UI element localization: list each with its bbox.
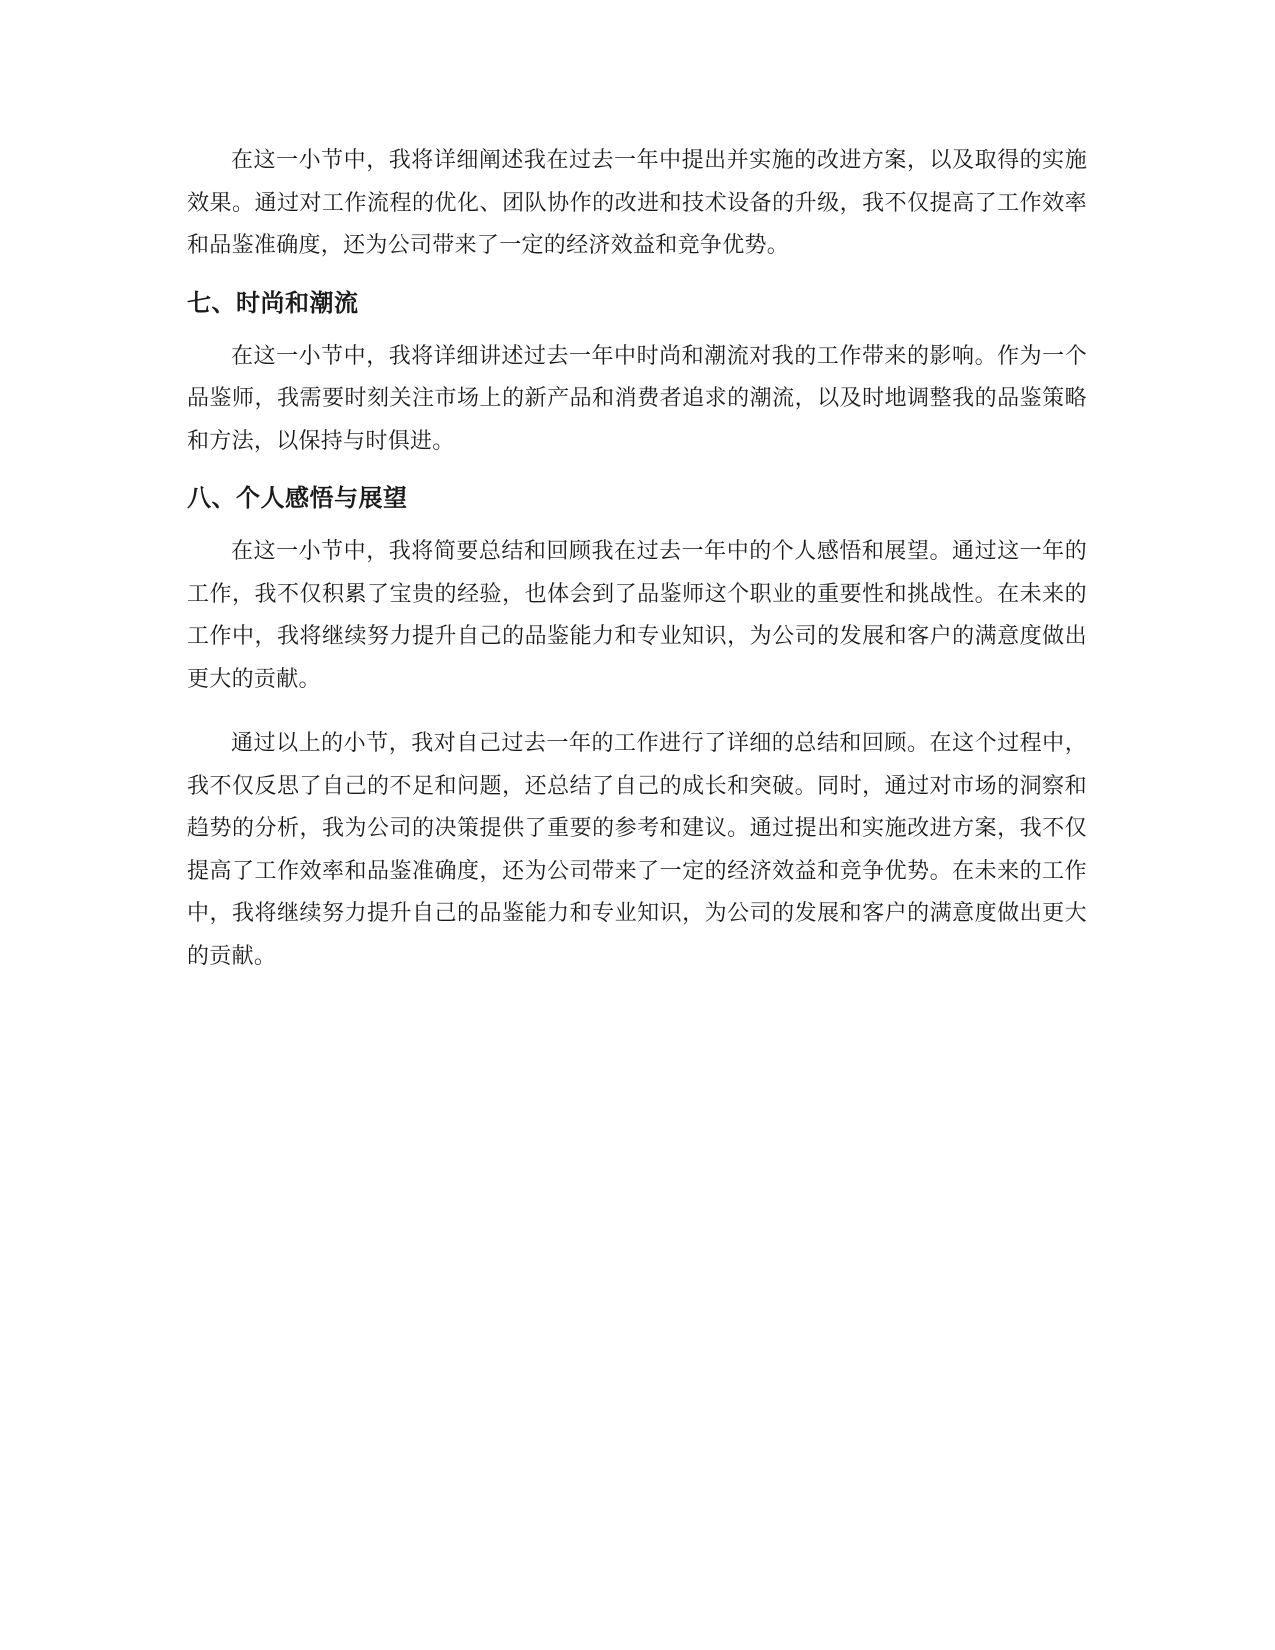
paragraph-conclusion: 通过以上的小节，我对自己过去一年的工作进行了详细的总结和回顾。在这个过程中，我不仅反思了自己的不足和问题，还总结了自己的成长和突破。同时，通过对市场的洞察和趋势的分析，我为公司的决策提供了重要的参考和建议。通过提出和实施改进方案，我不仅提高了工作效率和品鉴准确度，还为公司带来了一定的经济效益和竞争优势。在未来的工作中，我将继续努力提升自己的品鉴能力和专业知识，为公司的发展和客户的满意度做出更大的贡献。 bbox=[187, 731, 1087, 969]
section-heading-personal-reflection: 八、个人感悟与展望 bbox=[187, 484, 408, 512]
paragraph-improvement-plan: 在这一小节中，我将详细阐述我在过去一年中提出并实施的改进方案，以及取得的实施效果。通过对工作流程的优化、团队协作的改进和技术设备的升级，我不仅提高了工作效率和品鉴准确度，还为公司带来了一定的经济效益和竞争优势。 bbox=[187, 148, 1087, 258]
paragraph-personal-reflection: 在这一小节中，我将简要总结和回顾我在过去一年中的个人感悟和展望。通过这一年的工作，我不仅积累了宝贵的经验，也体会到了品鉴师这个职业的重要性和挑战性。在未来的工作中，我将继续努力提升自己的品鉴能力和专业知识，为公司的发展和客户的满意度做出更大的贡献。 bbox=[187, 539, 1087, 692]
paragraph-fashion-trends: 在这一小节中，我将详细讲述过去一年中时尚和潮流对我的工作带来的影响。作为一个品鉴师，我需要时刻关注市场上的新产品和消费者追求的潮流，以及时地调整我的品鉴策略和方法，以保持与时俱进。 bbox=[187, 343, 1087, 454]
section-heading-fashion-trends: 七、时尚和潮流 bbox=[187, 288, 359, 317]
document-body bbox=[187, 140, 1087, 978]
